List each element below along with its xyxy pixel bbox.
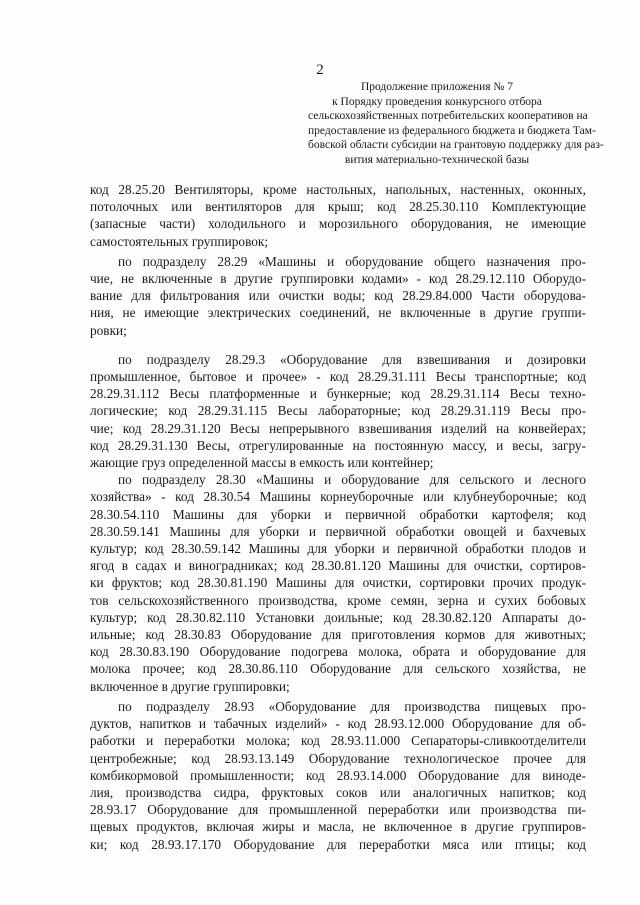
text-line: по подразделу 28.29 «Машины и оборудование общего назначения про-	[118, 253, 586, 269]
text-line: потолочных или вентиляторов для крыш; код 28.25.30.110 Комплектующие	[90, 199, 586, 215]
text-line: включенное в другие группировки;	[90, 678, 290, 694]
text-line: щевых продуктов, включая жиры и масла, не включенное в другие группиров-	[90, 819, 586, 835]
text-line: хозяйства» - код 28.30.54 Машины корнеуборочные или клубнеуборочные; код	[90, 489, 586, 505]
text-line: по подразделу 28.29.3 «Оборудование для взвешивания и дозировки	[118, 351, 586, 367]
text-line: культур; код 28.30.59.142 Машины для уборки и первичной обработки плодов и	[90, 541, 586, 557]
paragraph-fans-refrigeration	[90, 181, 586, 250]
text-line: самостоятельных группировок;	[90, 233, 269, 249]
text-line: логические; код 28.29.31.115 Весы лабораторные; код 28.29.31.119 Весы про-	[90, 403, 586, 419]
text-line: ягод в садах и виноградниках; код 28.30.81.120 Машины для очистки, сортиров-	[90, 558, 586, 574]
paragraph-subsection-28-93	[90, 698, 586, 853]
text-line: 28.30.54.110 Машины для уборки и первичной обработки картофеля; код	[90, 506, 586, 522]
text-line: молока прочее; код 28.30.86.110 Оборудование для сельского хозяйства, не	[90, 661, 586, 677]
text-line: лия, производства сидра, фруктовых соков или аналогичных напитков; код	[90, 784, 586, 800]
text-line: работки и переработки молока; код 28.93.11.000 Сепараторы-сливкоотделители	[90, 733, 586, 749]
document-body	[90, 181, 586, 853]
text-line: вание для фильтрования или очистки воды; код 28.29.84.000 Части оборудова-	[90, 288, 586, 304]
text-line: центробежные; код 28.93.13.149 Оборудование технологическое прочее для	[90, 750, 586, 766]
header-line: вития материально-технической базы	[344, 153, 530, 166]
page-number: 2	[316, 62, 324, 78]
text-line: тов сельскохозяйственного производства, кроме семян, зерна и сухих бобовых	[90, 592, 586, 608]
appendix-header	[308, 80, 604, 167]
text-line: ки фруктов; код 28.30.81.190 Машины для очистки, сортировки прочих продук-	[90, 575, 586, 591]
text-line: по подразделу 28.30 «Машины и оборудование для сельского и лесного	[118, 472, 586, 488]
text-line: ровки;	[90, 322, 127, 338]
text-line: чие, не включенные в другие группировки кодами» - код 28.29.12.110 Оборудо-	[90, 271, 586, 287]
text-line: 28.93.17 Оборудование для промышленной переработки или производства пи-	[90, 802, 586, 818]
text-line: жающие груз определенной массы в емкость или контейнер;	[90, 455, 434, 471]
header-line: к Порядку проведения конкурсного отбора	[332, 95, 542, 108]
text-line: ильные; код 28.30.83 Оборудование для приготовления кормов для животных;	[90, 627, 586, 643]
text-line: код 28.30.83.190 Оборудование подогрева молока, обрата и оборудование для	[90, 644, 586, 660]
text-line: культур; код 28.30.82.110 Установки доильные; код 28.30.82.120 Аппараты до-	[90, 609, 586, 625]
paragraph-subsection-28-30	[90, 471, 586, 695]
paragraph-subsection-28-29-3	[90, 351, 586, 471]
text-line: 28.29.31.112 Весы платформенные и бункерные; код 28.29.31.114 Весы техно-	[90, 386, 586, 402]
text-line: код 28.25.20 Вентиляторы, кроме настольных, напольных, настенных, оконных,	[90, 182, 586, 197]
text-line: ки; код 28.93.17.170 Оборудование для переработки мяса или птицы; код	[90, 836, 586, 852]
text-line: код 28.29.31.130 Весы, отрегулированные на постоянную массу, и весы, загру-	[90, 437, 586, 453]
text-line: комбикормовой промышленности; код 28.93.14.000 Оборудование для виноде-	[90, 767, 586, 783]
header-line: предоставление из федерального бюджета и бюджета Там-	[308, 124, 596, 137]
text-line: дуктов, напитков и табачных изделий» - код 28.93.12.000 Оборудование для об-	[90, 716, 586, 732]
text-line: (запасные части) холодильного и морозильного оборудования, не имеющие	[90, 216, 586, 232]
header-line: бовской области субсидии на грантовую поддержку для раз-	[308, 139, 604, 151]
text-line: 28.30.59.141 Машины для уборки и первичной обработки овощей и бахчевых	[90, 523, 586, 539]
text-line: чие; код 28.29.31.120 Весы непрерывного взвешивания изделий на конвейерах;	[90, 420, 586, 436]
text-line: ния, не имеющие электрических соединений, не включенные в другие группи-	[90, 305, 586, 321]
header-line: сельскохозяйственных потребительских кооперативов на	[308, 110, 588, 122]
text-line: по подразделу 28.93 «Оборудование для производства пищевых про-	[118, 698, 586, 714]
paragraph-subsection-28-29	[90, 253, 586, 339]
text-line: промышленное, бытовое и прочее» - код 28.29.31.111 Весы транспортные; код	[90, 369, 586, 385]
header-line: Продолжение приложения № 7	[360, 81, 514, 93]
